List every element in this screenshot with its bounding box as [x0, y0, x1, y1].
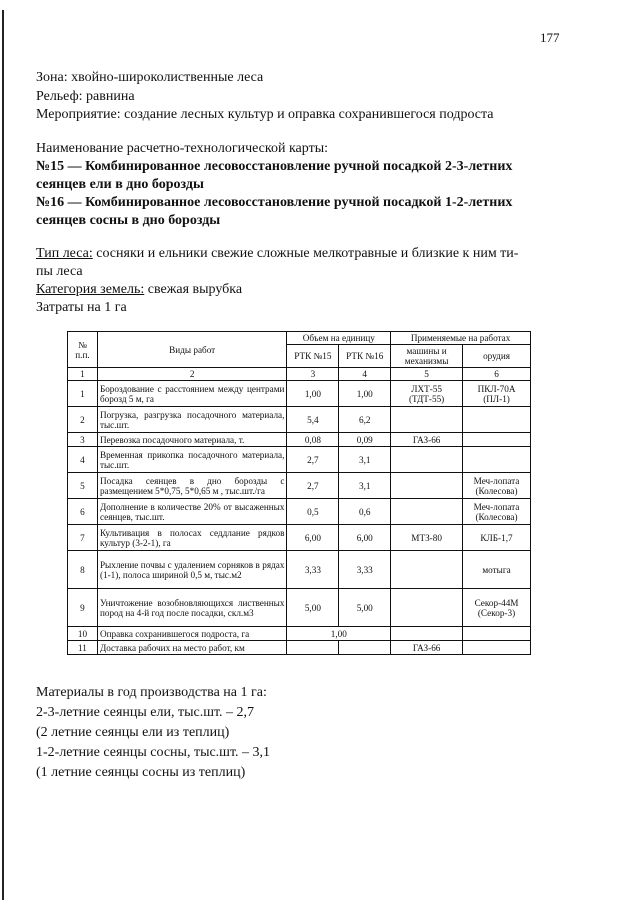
table-row — [68, 433, 531, 447]
page-edge-rule — [2, 10, 4, 900]
table-row — [68, 473, 531, 499]
work-name: Оправка сохранившегося подроста, га — [97, 627, 287, 641]
rtk16-value: 0,6 — [339, 499, 391, 525]
forest-type-continued: пы леса — [36, 264, 83, 279]
tools-value: Меч-лопата (Колесова) — [463, 499, 531, 525]
rtk16-value — [339, 641, 391, 655]
row-number: 9 — [68, 589, 98, 627]
rtk15-value: 6,00 — [287, 525, 339, 551]
row-number: 5 — [68, 473, 98, 499]
header-rtk15: РТК №15 — [287, 345, 339, 368]
tools-value: Меч-лопата (Колесова) — [463, 473, 531, 499]
machines-value — [391, 447, 463, 473]
forest-type-label: Тип леса: — [36, 246, 93, 261]
card16-line2: сеянцев сосны в дно борозды — [36, 213, 221, 228]
page-number: 177 — [540, 30, 560, 45]
machines-value — [391, 627, 463, 641]
card16-line1: №16 — Комбинированное лесовосстановление ручной посадкой 1-2-летних — [36, 195, 513, 210]
land-category-label: Категория земель: — [36, 282, 145, 297]
table-row — [68, 381, 531, 407]
row-number: 8 — [68, 551, 98, 589]
rtk15-value: 5,4 — [287, 407, 339, 433]
table-row — [68, 641, 531, 655]
header-num: № п.п. — [68, 332, 98, 368]
rtk16-value: 1,00 — [339, 381, 391, 407]
tools-value: мотыга — [463, 551, 531, 589]
tools-value — [463, 627, 531, 641]
tools-value — [463, 407, 531, 433]
row-number: 6 — [68, 499, 98, 525]
table-row — [68, 525, 531, 551]
row-number: 10 — [68, 627, 98, 641]
table-header-row — [68, 332, 531, 345]
land-category-value: свежая вырубка — [144, 282, 243, 297]
column-index-row — [68, 368, 531, 381]
rtk15-value: 2,7 — [287, 473, 339, 499]
machines-value — [391, 407, 463, 433]
work-name: Перевозка посадочного материала, т. — [97, 433, 287, 447]
row-number: 4 — [68, 447, 98, 473]
forest-type — [36, 246, 518, 262]
table-row — [68, 627, 531, 641]
machines-value — [391, 499, 463, 525]
materials-block — [36, 683, 270, 783]
materials-title: Материалы в год производства на 1 га: — [36, 685, 267, 700]
column-index: 5 — [391, 368, 463, 381]
rtk15-value — [287, 641, 339, 655]
rtk16-value: 6,2 — [339, 407, 391, 433]
forest-type-value: сосняки и ельники свежие сложные мелкотравные и близкие к ним ти- — [92, 246, 519, 261]
machines-value: ГАЗ-66 — [391, 433, 463, 447]
table-row — [68, 499, 531, 525]
rtk16-value: 3,33 — [339, 551, 391, 589]
machines-value: МТЗ-80 — [391, 525, 463, 551]
row-number: 1 — [68, 381, 98, 407]
header-rtk16: РТК №16 — [339, 345, 391, 368]
table-row — [68, 589, 531, 627]
tools-value — [463, 433, 531, 447]
machines-value — [391, 551, 463, 589]
work-name: Дополнение в количестве 20% от высаженных сеянцев, тыс.шт. — [97, 499, 287, 525]
header-work: Виды работ — [97, 332, 287, 368]
rtk15-value: 5,00 — [287, 589, 339, 627]
rtk16-value: 0,09 — [339, 433, 391, 447]
card15-line2: сеянцев ели в дно борозды — [36, 177, 204, 192]
column-index: 3 — [287, 368, 339, 381]
table-row — [68, 447, 531, 473]
row-number: 7 — [68, 525, 98, 551]
card15-line1: №15 — Комбинированное лесовосстановление ручной посадкой 2-3-летних — [36, 159, 513, 174]
tools-value: Секор-44М (Секор-3) — [463, 589, 531, 627]
rtk16-value: 3,1 — [339, 447, 391, 473]
row-number: 3 — [68, 433, 98, 447]
work-name: Рыхление почвы с удалением сорняков в рядах (1-1), полоса шириной 0,5 м, тыс.м2 — [97, 551, 287, 589]
row-number: 2 — [68, 407, 98, 433]
machines-value — [391, 589, 463, 627]
work-name: Временная прикопка посадочного материала, тыс.шт. — [97, 447, 287, 473]
rtk16-value: 5,00 — [339, 589, 391, 627]
merged-volume-value: 1,00 — [287, 627, 391, 641]
work-name: Бороздование с расстоянием между центрами борозд 5 м, га — [97, 381, 287, 407]
tools-value — [463, 641, 531, 655]
tools-value — [463, 447, 531, 473]
works-table — [67, 331, 531, 655]
machines-value: ГАЗ-66 — [391, 641, 463, 655]
work-name: Уничтожение возобновляющихся лиственных пород на 4-й год после посадки, скл.м3 — [97, 589, 287, 627]
tools-value: ПКЛ-70А (ПЛ-1) — [463, 381, 531, 407]
rtk15-value: 0,08 — [287, 433, 339, 447]
rtk16-value: 6,00 — [339, 525, 391, 551]
card-title: Наименование расчетно-технологической карты: — [36, 141, 329, 156]
zone-line: Зона: хвойно-широколиственные леса — [36, 70, 264, 85]
table-row — [68, 551, 531, 589]
machines-value — [391, 473, 463, 499]
header-tools: орудия — [463, 345, 531, 368]
land-category — [36, 282, 242, 298]
work-name: Культивация в полосах седдлание рядков культур (3-2-1), га — [97, 525, 287, 551]
row-number: 11 — [68, 641, 98, 655]
rtk15-value: 2,7 — [287, 447, 339, 473]
materials-line: (2 летние сеянцы ели из теплиц) — [36, 725, 230, 740]
tools-value: КЛБ-1,7 — [463, 525, 531, 551]
rtk16-value: 3,1 — [339, 473, 391, 499]
column-index: 6 — [463, 368, 531, 381]
measure-line: Мероприятие: создание лесных культур и оправка сохранившегося подроста — [36, 107, 494, 122]
materials-line: (1 летние сеянцы сосны из теплиц) — [36, 765, 246, 780]
header-volume: Объем на единицу — [287, 332, 391, 345]
materials-line: 1-2-летние сеянцы сосны, тыс.шт. – 3,1 — [36, 745, 271, 760]
header-machines: машины и механизмы — [391, 345, 463, 368]
table-row — [68, 407, 531, 433]
column-index: 1 — [68, 368, 98, 381]
rtk15-value: 1,00 — [287, 381, 339, 407]
header-applied: Применяемые на работах — [391, 332, 531, 345]
rtk15-value: 3,33 — [287, 551, 339, 589]
machines-value: ЛХТ-55 (ТДТ-55) — [391, 381, 463, 407]
column-index: 4 — [339, 368, 391, 381]
work-name: Доставка рабочих на место работ, км — [97, 641, 287, 655]
work-name: Посадка сеянцев в дно борозды с размещением 5*0,75, 5*0,65 м , тыс.шт./га — [97, 473, 287, 499]
work-name: Погрузка, разгрузка посадочного материала, тыс.шт. — [97, 407, 287, 433]
column-index: 2 — [97, 368, 287, 381]
rtk15-value: 0,5 — [287, 499, 339, 525]
costs-line: Затраты на 1 га — [36, 300, 127, 315]
materials-line: 2-3-летние сеянцы ели, тыс.шт. – 2,7 — [36, 705, 255, 720]
relief-line: Рельеф: равнина — [36, 89, 135, 104]
